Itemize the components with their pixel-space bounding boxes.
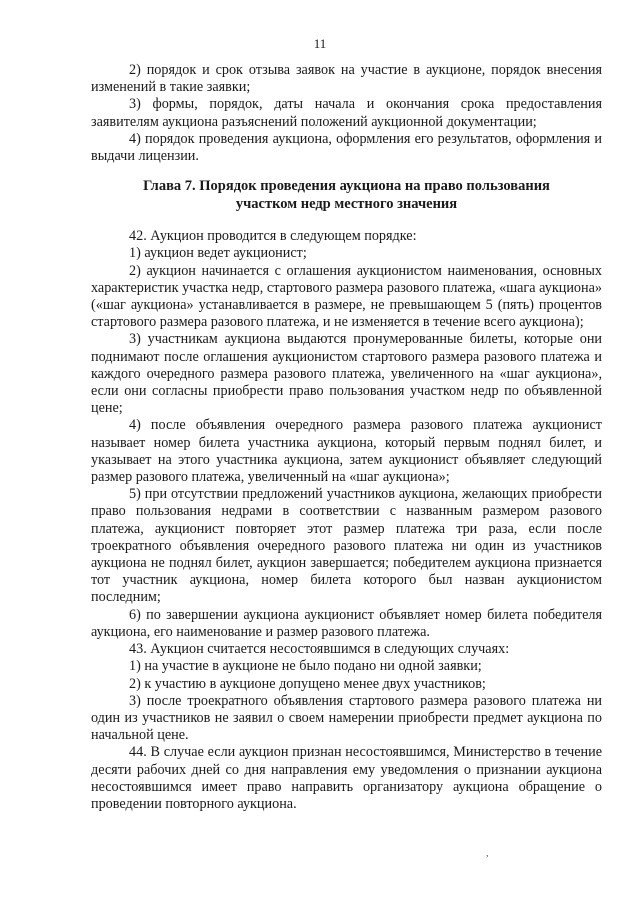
paragraph: 3) участникам аукциона выдаются пронумерованные билеты, которые они поднимают после оглашения аукционистом стартового размера разового платежа и каждого очередного размера разового платежа, увеличенного на «шаг аукциона», если они согласны приобрести право пользования участком недр по объявленной цене; xyxy=(91,331,602,417)
page-number: 11 xyxy=(313,36,327,51)
paragraph: 44. В случае если аукцион признан несостоявшимся, Министерство в течение десяти рабочих дней со дня направления ему уведомления о признании аукциона несостоявшимся имеет право направить организатору аукциона обращение о проведении повторного аукциона. xyxy=(91,744,602,812)
paragraph: 5) при отсутствии предложений участников аукциона, желающих приобрести право пользования недрами в соответствии с названным размером разового платежа, аукционист повторяет этот размер платежа три раза, если после троекратного объявления очередного разового платежа ни один из участников аукциона не поднял билет, аукцион завершается; победителем аукциона признается тот участник аукциона, номер билета которого был назван аукционистом последним; xyxy=(91,486,602,606)
paragraph: 42. Аукцион проводится в следующем порядке: xyxy=(129,228,417,245)
paragraph: 2) порядок и срок отзыва заявок на участие в аукционе, порядок внесения изменений в такие заявки; xyxy=(91,62,602,96)
paragraph: 3) после троекратного объявления стартового размера разового платежа ни один из участников не заявил о своем намерении приобрести предмет аукциона по начальной цене. xyxy=(91,692,602,744)
paragraph: 6) по завершении аукциона аукционист объявляет номер билета победителя аукциона, его наименование и размер разового платежа. xyxy=(91,606,602,640)
paragraph: 1) на участие в аукционе не было подано ни одной заявки; xyxy=(129,658,482,675)
chapter-title xyxy=(91,178,602,213)
paragraph: 4) порядок проведения аукциона, оформления его результатов, оформления и выдачи лицензии. xyxy=(91,130,602,165)
document-body xyxy=(91,62,602,813)
paragraph: 43. Аукцион считается несостоявшимся в следующих случаях: xyxy=(129,641,510,658)
chapter-title-line1: Глава 7. Порядок проведения аукциона на право пользования xyxy=(143,178,550,195)
chapter-title-line2: участком недр местного значения xyxy=(235,195,458,212)
stray-mark: , xyxy=(486,848,489,859)
paragraph: 4) после объявления очередного размера разового платежа аукционист называет номер билета участника аукциона, который первым поднял билет, и указывает на этого участника аукциона, затем аукционист объявляет следующий размер разового платежа, увеличенный на «шаг аукциона»; xyxy=(91,417,602,486)
paragraph: 2) к участию в аукционе допущено менее двух участников; xyxy=(129,675,486,692)
paragraph: 1) аукцион ведет аукционист; xyxy=(129,245,307,262)
paragraph: 2) аукцион начинается с оглашения аукционистом наименования, основных характеристик участка недр, стартового размера разового платежа, «шага аукциона» («шаг аукциона» устанавливается в размере, не превышающем 5 (пять) процентов стартового размера разового платежа, и не изменяется в течение всего аукциона); xyxy=(91,262,602,331)
paragraph: 3) формы, порядок, даты начала и окончания срока предоставления заявителям аукциона разъяснений положений аукционной документации; xyxy=(91,96,602,130)
